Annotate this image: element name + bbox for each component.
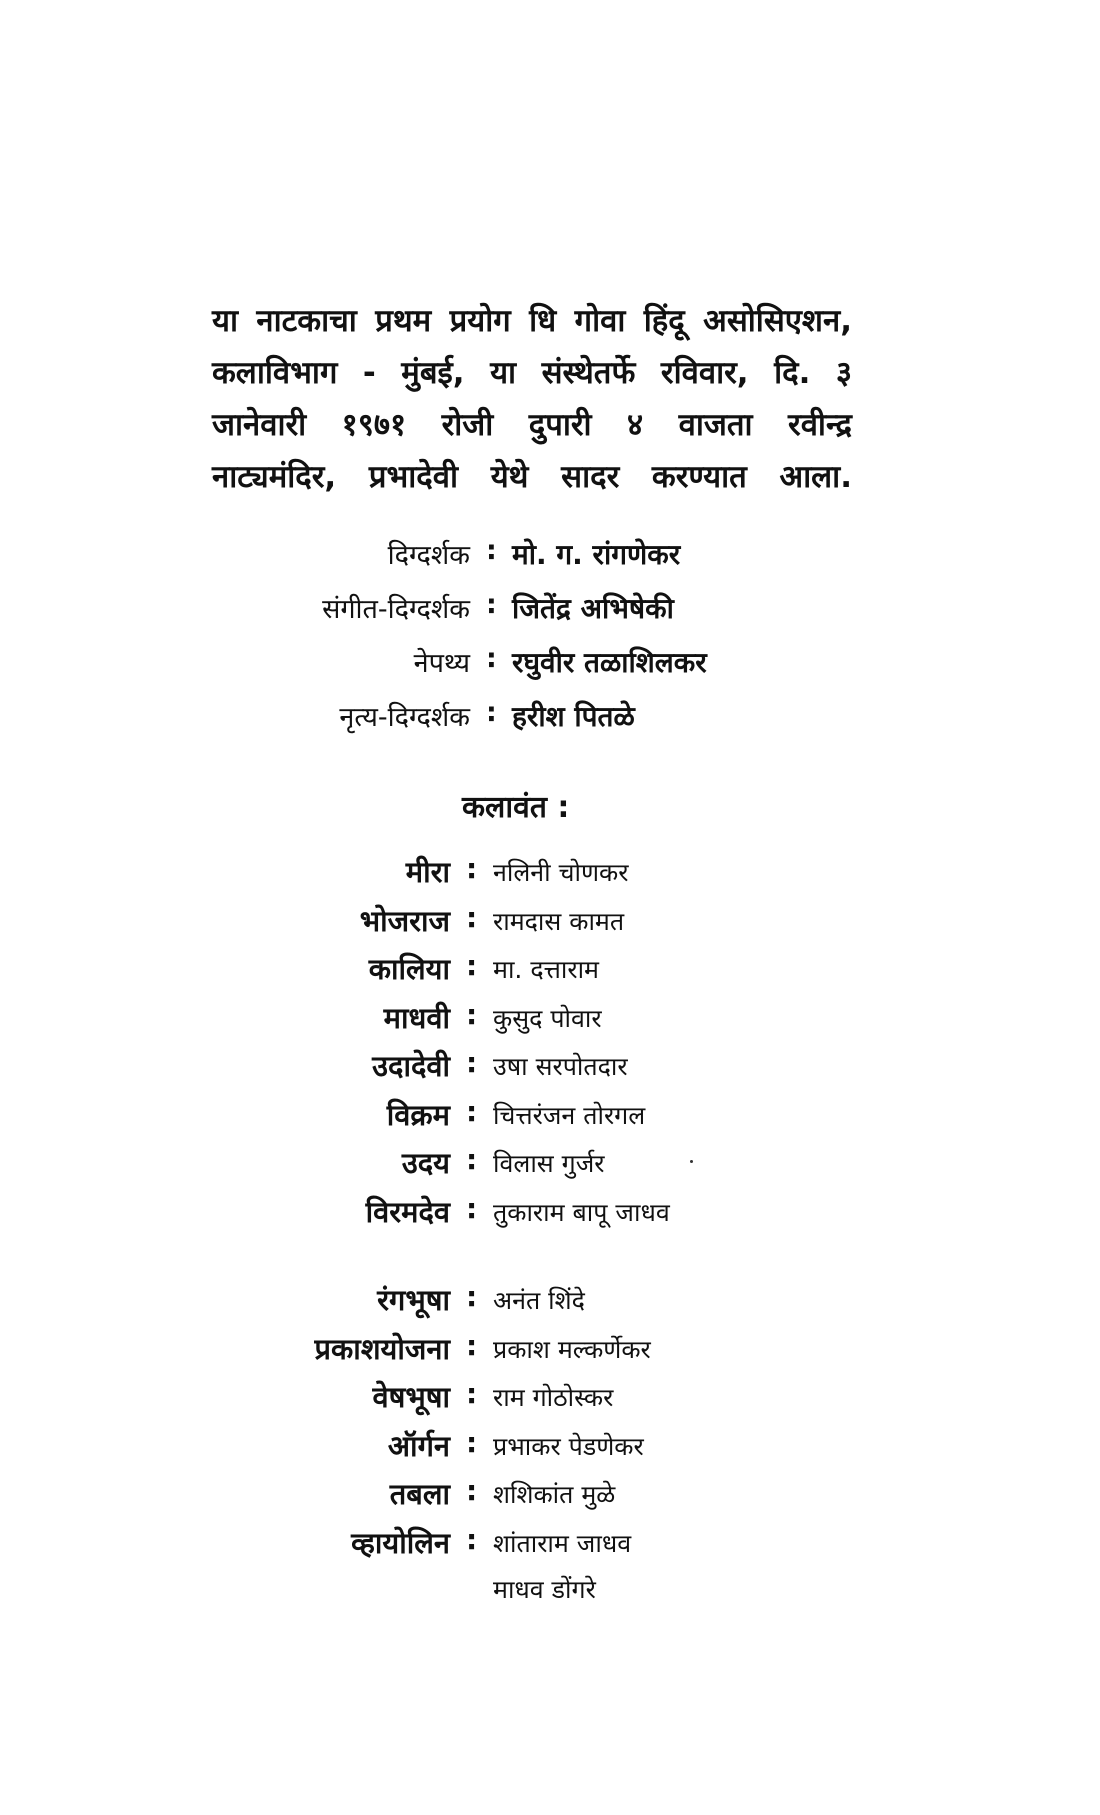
intro-line: कलाविभाग - मुंबई, या संस्थेतर्फे रविवार, दि. ३	[212, 355, 852, 391]
credit-role: नेपथ्य	[413, 648, 470, 679]
crew-role: रंगभूषा	[377, 1283, 450, 1317]
cast-actor: उषा सरपोतदार	[493, 1052, 628, 1081]
credit-separator: :	[486, 589, 497, 620]
crew-row	[0, 1474, 1100, 1523]
cast-actor: रामदास कामत	[493, 906, 625, 936]
cast-row	[0, 1143, 1100, 1192]
cast-separator: :	[466, 949, 478, 982]
crew-member: शांताराम जाधव	[493, 1528, 632, 1558]
crew-separator: :	[466, 1328, 478, 1362]
crew-separator: :	[466, 1474, 478, 1507]
cast-row	[0, 1192, 1100, 1241]
cast-row	[0, 998, 1100, 1047]
crew-row	[0, 1426, 1100, 1475]
cast-actor: कुसुद पोवार	[493, 1003, 602, 1033]
credit-row-director	[0, 535, 1100, 589]
credit-separator: :	[486, 535, 497, 566]
crew-extra-member: माधव डोंगरे	[493, 1575, 596, 1604]
crew-row	[0, 1329, 1100, 1378]
production-credits	[0, 535, 1100, 751]
crew-member: शशिकांत मुळे	[493, 1480, 616, 1509]
cast-separator: :	[466, 1191, 478, 1225]
credit-separator: :	[486, 697, 497, 728]
credit-role: दिग्दर्शक	[387, 540, 470, 571]
cast-row	[0, 901, 1100, 950]
cast-separator: :	[466, 1046, 478, 1079]
cast-separator: :	[466, 852, 478, 885]
cast-heading: कलावंत :	[462, 790, 570, 825]
cast-separator: :	[466, 1094, 478, 1128]
crew-role: वेषभूषा	[372, 1380, 450, 1414]
cast-role: भोजराज	[359, 903, 450, 938]
crew-list	[0, 1280, 1100, 1571]
cast-actor: नलिनी चोणकर	[493, 858, 629, 887]
cast-actor: चित्तरंजन तोरगल	[493, 1100, 646, 1130]
credit-name: हरीश पितळे	[512, 700, 635, 733]
cast-row	[0, 1095, 1100, 1144]
cast-row	[0, 1046, 1100, 1095]
credit-row-set-design	[0, 643, 1100, 697]
crew-row	[0, 1377, 1100, 1426]
crew-separator: :	[466, 1425, 478, 1459]
intro-line: नाट्यमंदिर, प्रभादेवी येथे सादर करण्यात आला.	[212, 459, 852, 495]
intro-line: जानेवारी १९७१ रोजी दुपारी ४ वाजता रवीन्द्र	[212, 407, 852, 443]
credit-separator: :	[486, 643, 497, 674]
crew-row	[0, 1523, 1100, 1572]
cast-actor: विलास गुर्जर	[493, 1149, 605, 1178]
crew-role: तबला	[389, 1477, 450, 1511]
cast-role: विक्रम	[386, 1097, 450, 1132]
intro-line: या नाटकाचा प्रथम प्रयोग धि गोवा हिंदू असोसिएशन,	[212, 303, 852, 339]
crew-member: अनंत शिंदे	[493, 1286, 585, 1315]
cast-actor: तुकाराम बापू जाधव	[493, 1197, 670, 1227]
cast-role: कालिया	[368, 952, 450, 986]
credit-row-dance-director	[0, 697, 1100, 751]
cast-list	[0, 852, 1100, 1240]
crew-member: प्रभाकर पेडणेकर	[493, 1431, 644, 1461]
crew-separator: :	[466, 1522, 478, 1556]
crew-member: राम गोठोस्कर	[493, 1383, 614, 1412]
print-speck	[690, 1160, 693, 1163]
credit-name: मो. ग. रांगणेकर	[512, 538, 681, 571]
cast-role: मीरा	[405, 855, 450, 889]
crew-role: प्रकाशयोजना	[314, 1331, 450, 1366]
crew-role: ऑर्गन	[387, 1428, 450, 1463]
intro-paragraph	[212, 295, 852, 503]
cast-separator: :	[466, 1143, 478, 1176]
cast-row	[0, 852, 1100, 901]
cast-role: माधवी	[383, 1000, 450, 1035]
cast-actor: मा. दत्ताराम	[493, 955, 599, 984]
cast-separator: :	[466, 997, 478, 1031]
credit-role: संगीत-दिग्दर्शक	[322, 594, 470, 625]
credit-row-music-director	[0, 589, 1100, 643]
cast-row	[0, 949, 1100, 998]
cast-role: विरमदेव	[365, 1194, 450, 1229]
credit-name: जितेंद्र अभिषेकी	[512, 592, 674, 625]
cast-role: उदय	[401, 1146, 450, 1180]
crew-separator: :	[466, 1377, 478, 1410]
credit-name: रघुवीर तळाशिलकर	[512, 646, 707, 679]
crew-row	[0, 1280, 1100, 1329]
crew-role: व्हायोलिन	[351, 1525, 450, 1560]
crew-separator: :	[466, 1280, 478, 1313]
crew-member: प्रकाश मल्कर्णेकर	[493, 1334, 651, 1364]
credit-role: नृत्य-दिग्दर्शक	[339, 702, 470, 733]
cast-role: उदादेवी	[372, 1049, 450, 1083]
cast-separator: :	[466, 900, 478, 934]
